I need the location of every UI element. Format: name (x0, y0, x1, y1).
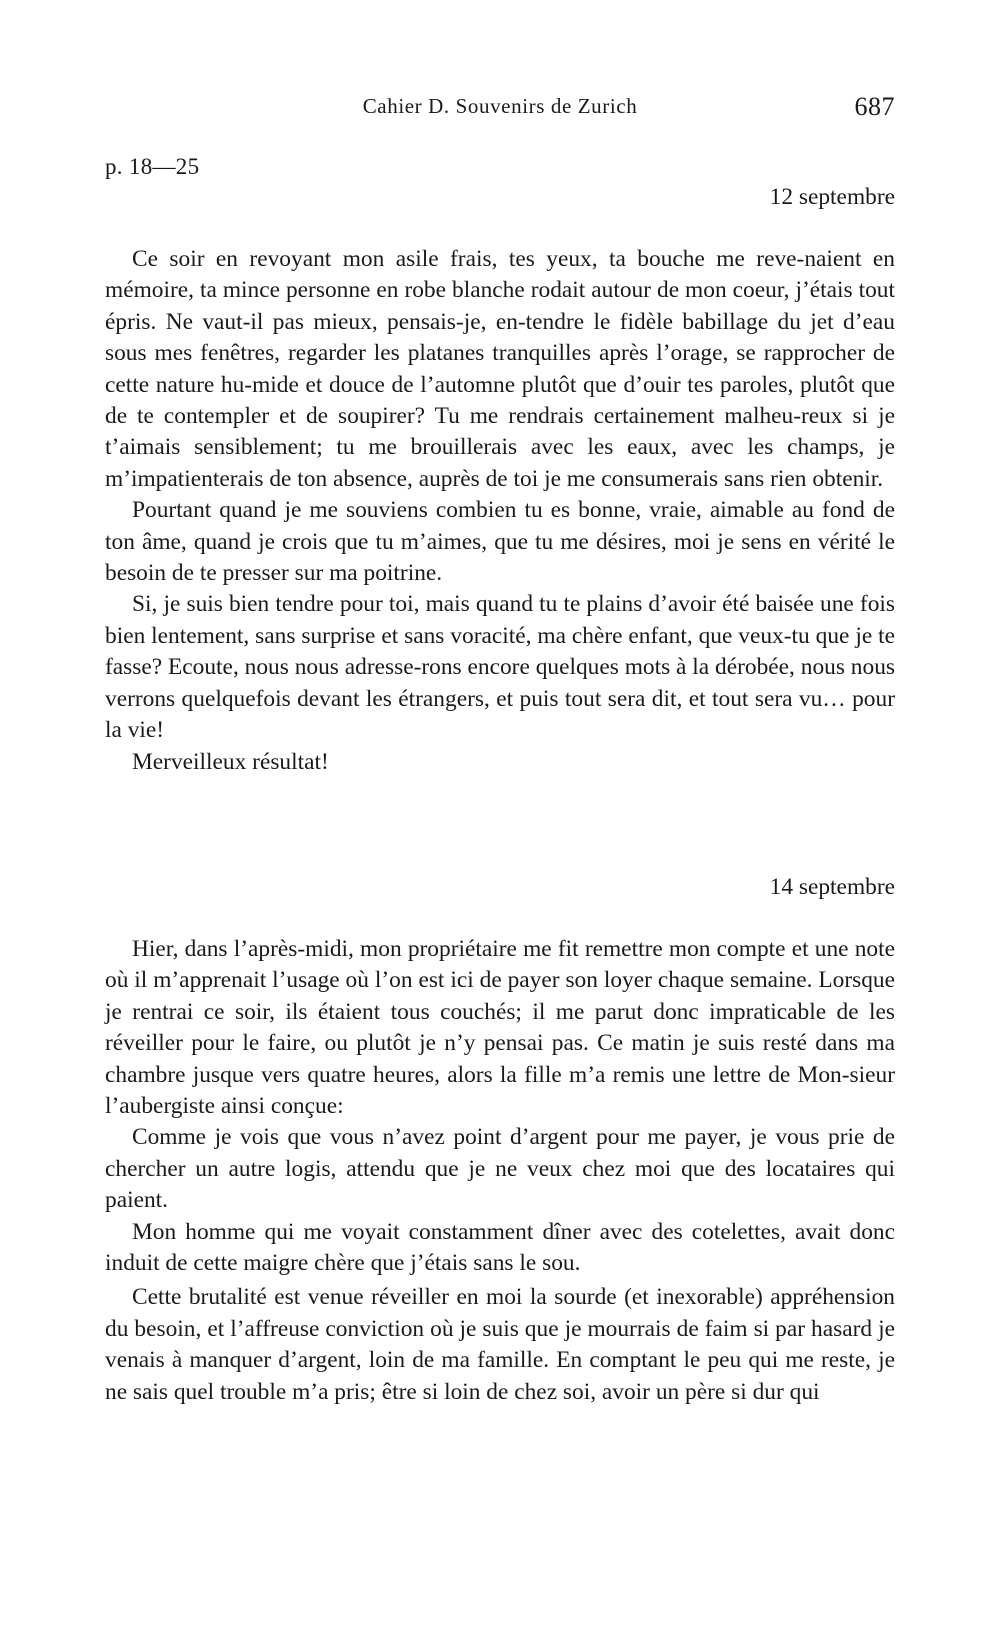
paragraph: Si, je suis bien tendre pour toi, mais quand tu te plains d’avoir été baisée une fois bien lentement, sans surprise et sans voracité, ma chère enfant, que veux-tu que je te fasse? Ecoute, nous nous adresse-rons encore quelques mots à la dérobée, nous nous verrons quelquefois devant les étrangers, et puis tout sera dit, et tout sera vu… pour la vie! (105, 591, 895, 744)
paragraph: Ce soir en revoyant mon asile frais, tes yeux, ta bouche me reve-naient en mémoire, ta mince personne en robe blanche rodait autour de mon coeur, j’étais tout épris. Ne vaut-il pas mieux, pensais-je, en-tendre le fidèle babillage du jet d’eau sous mes fenêtres, regarder les platanes tranquilles après l’orage, se rapprocher de cette nature hu-mide et douce de l’automne plutôt que d’ouir tes paroles, plutôt que de te contempler et de soupirer? Tu me rendrais certainement malheu-reux si je t’aimais sensiblement; tu me brouillerais avec les eaux, avec les champs, je m’impatienterais de ton absence, auprès de toi je me consumerais sans rien obtenir. (105, 246, 895, 492)
paragraph: Cette brutalité est venue réveiller en moi la sourde (et inexorable) appréhension du besoin, et l’affreuse conviction où je suis que je mourrais de faim si par hasard je venais à manquer d’argent, loin de ma famille. En comptant le peu qui me reste, je ne sais quel trouble m’a pris; être si loin de chez soi, avoir un père si dur qui (105, 1284, 895, 1405)
running-title: Cahier D. Souvenirs de Zurich (362, 94, 638, 118)
manuscript-page-reference: p. 18—25 (105, 154, 200, 179)
paragraph: Hier, dans l’après-midi, mon propriétaire me fit remettre mon compte et une note où il m’apprenait l’usage où l’on est ici de payer son loyer chaque semaine. Lorsque je rentrai ce soir, ils étaient tous couchés; il me parut donc impraticable de les réveiller pour le faire, ou plutôt je n’y pensai pas. Ce matin je suis resté dans ma chambre jusque vers quatre heures, alors la fille m’a remis une lettre de Mon-sieur l’aubergiste ainsi conçue: (105, 936, 895, 1120)
paragraph: Pourtant quand je me souviens combien tu es bonne, vraie, aimable au fond de ton âme, quand je crois que tu m’aimes, que tu me désires, moi je sens en vérité le besoin de te presser sur ma poitrine. (105, 497, 895, 587)
paragraph: Merveilleux résultat! (132, 748, 329, 775)
paragraph: Comme je vois que vous n’avez point d’argent pour me payer, je vous prie de chercher un autre logis, attendu que je ne veux chez moi que des locataires qui paient. (105, 1124, 895, 1214)
running-header (105, 88, 895, 128)
entry-body (105, 244, 895, 778)
entry-date: 14 septembre (769, 874, 895, 900)
entry-date: 12 septembre (769, 184, 895, 210)
paragraph: Mon homme qui me voyait constamment dîner avec des cotelettes, avait donc induit de cette maigre chère que j’étais sans le sou. (105, 1218, 895, 1277)
page-number: 687 (854, 92, 895, 121)
entry-body (105, 934, 895, 1408)
